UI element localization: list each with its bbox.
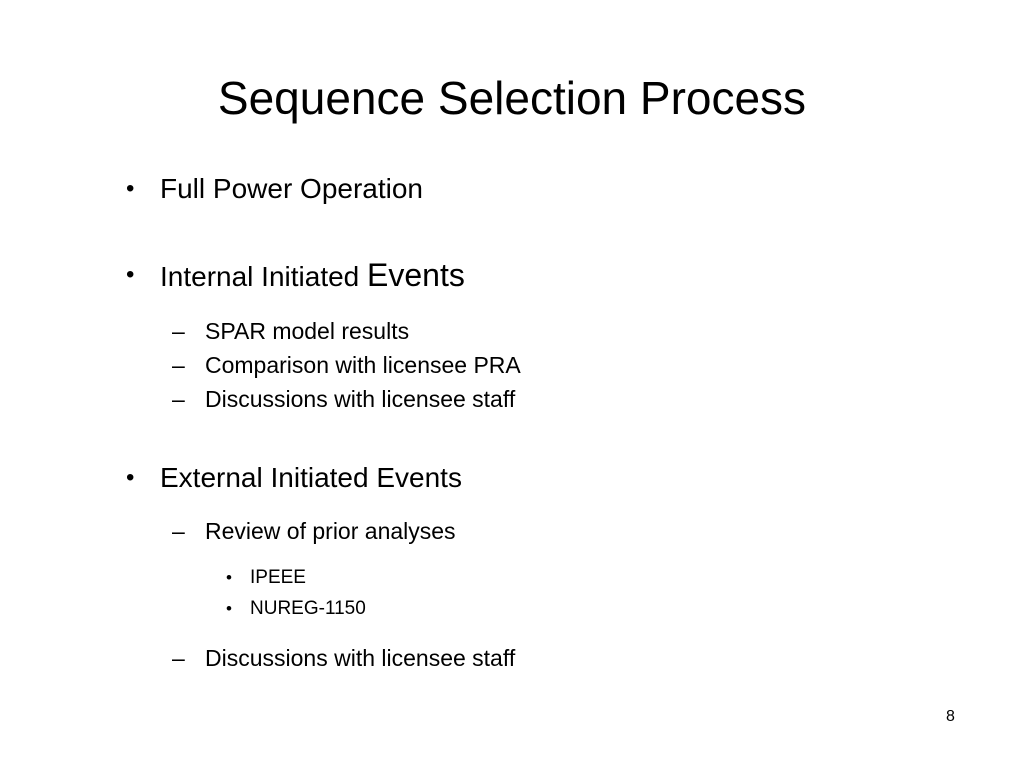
subitem-comparison <box>172 351 521 379</box>
bullet-dot-icon: • <box>126 175 135 202</box>
subsubitem-nureg <box>226 597 366 621</box>
dash-icon: – <box>172 645 185 671</box>
subitem-external-discussions <box>172 644 516 672</box>
bullet-text: External Initiated Events <box>160 462 462 493</box>
subitem-text: Comparison with licensee PRA <box>205 352 521 378</box>
subitem-text: Review of prior analyses <box>205 518 456 544</box>
subitem-text: SPAR model results <box>205 318 410 344</box>
subsubitem-text: NUREG-1150 <box>250 598 366 619</box>
dash-icon: – <box>172 518 185 544</box>
bullet-dot-icon: • <box>226 599 232 618</box>
bullet-text-prefix: Internal Initiated <box>160 261 368 292</box>
bullet-text: Full Power Operation <box>160 173 424 204</box>
bullet-text-suffix: Events <box>367 257 465 293</box>
subitem-text: Discussions with licensee staff <box>205 645 516 671</box>
dash-icon: – <box>172 386 185 412</box>
page-number: 8 <box>946 708 955 725</box>
bullet-internal-events <box>126 257 465 294</box>
subitem-spar <box>172 317 410 345</box>
bullet-full-power <box>126 172 424 206</box>
subitem-text: Discussions with licensee staff <box>205 386 516 412</box>
subitem-review <box>172 517 456 545</box>
dash-icon: – <box>172 352 185 378</box>
subsubitem-text: IPEEE <box>250 567 306 588</box>
subsubitem-ipeee <box>226 566 306 590</box>
bullet-dot-icon: • <box>126 464 135 491</box>
dash-icon: – <box>172 318 185 344</box>
subitem-discussions <box>172 385 516 413</box>
bullet-dot-icon: • <box>126 261 135 288</box>
bullet-external-events <box>126 461 462 495</box>
bullet-dot-icon: • <box>226 568 232 587</box>
slide-title: Sequence Selection Process <box>217 72 807 124</box>
